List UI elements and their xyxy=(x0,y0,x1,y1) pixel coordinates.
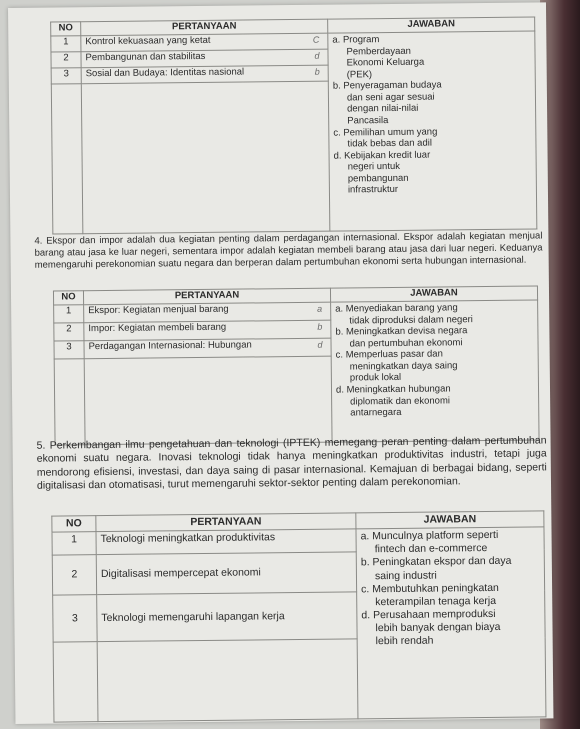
answer-line: Pancasila xyxy=(347,114,389,127)
answer-line: c. Membutuhkan peningkatan xyxy=(361,581,499,595)
row-no: 3 xyxy=(54,341,84,359)
row-no: 2 xyxy=(52,554,96,595)
question-text: Sosial dan Budaya: Identitas nasional xyxy=(85,66,245,80)
answer-line: Pemberdayaan xyxy=(346,45,411,57)
answer-line: b. Penyeragaman budaya xyxy=(332,79,442,92)
handwritten-mark: d xyxy=(314,50,320,61)
answer-line: c. Memperluas pasar dan xyxy=(335,348,443,361)
answer-line: infrastruktur xyxy=(347,184,399,196)
answer-line: diplomatik dan ekonomi xyxy=(350,394,451,407)
answer-line: antarnegara xyxy=(350,407,402,419)
question-text: Kontrol kekuasaan yang ketat xyxy=(85,34,211,48)
answer-line: saing industri xyxy=(374,569,437,582)
table-2 xyxy=(53,285,539,445)
header-jawaban: JAWABAN xyxy=(328,17,535,33)
answer-line: meningkatkan daya saing xyxy=(349,360,458,373)
answer-line: dan seni agar sesuai xyxy=(346,91,435,104)
answer-line: fintech dan e-commerce xyxy=(374,542,488,556)
paragraph-4: 4. Ekspor dan impor adalah dua kegiatan penting dalam perdagangan internasional. Ekspor adalah kegiatan menjual barang atau jasa ke luar negeri, sementara impor adalah kegiatan membeli barang atau jasa dari luar negeri. Keduanya memengaruhi perekonomian suatu negara dan berperan dalam pertumbuhan ekonomi serta hubungan internasional. xyxy=(34,230,543,272)
answer-line: keterampilan tenaga kerja xyxy=(375,594,497,608)
answer-line: lebih rendah xyxy=(375,634,434,648)
answer-line: produk lokal xyxy=(349,372,402,384)
question-text: Ekspor: Kegiatan menjual barang xyxy=(88,303,229,317)
row-no: 1 xyxy=(51,36,81,52)
worksheet-page xyxy=(8,2,553,724)
row-no: 2 xyxy=(54,323,84,341)
answer-line: negeri untuk xyxy=(347,161,401,173)
header-jawaban: JAWABAN xyxy=(330,286,537,302)
header-pertanyaan: PERTANYAAN xyxy=(83,288,330,305)
header-jawaban: JAWABAN xyxy=(356,511,544,529)
header-pertanyaan: PERTANYAAN xyxy=(81,19,328,36)
answer-line: d. Kebijakan kredit luar xyxy=(333,149,431,162)
table-3 xyxy=(51,510,545,722)
answer-list xyxy=(328,31,537,231)
answer-line: c. Pemilihan umum yang xyxy=(333,126,438,139)
row-question: Teknologi meningkatkan produktivitas xyxy=(96,529,356,554)
row-question: Teknologi memengaruhi lapangan kerja xyxy=(97,592,357,642)
answer-line: tidak bebas dan adil xyxy=(347,137,433,150)
answer-list xyxy=(331,300,539,442)
handwritten-mark: C xyxy=(312,34,320,45)
header-pertanyaan: PERTANYAAN xyxy=(96,513,356,532)
answer-line: (PEK) xyxy=(346,68,373,81)
question-text: Impor: Kegiatan membeli barang xyxy=(88,321,227,335)
row-no: 2 xyxy=(51,52,81,68)
answer-line: a. Munculnya platform seperti xyxy=(360,529,499,543)
answer-list xyxy=(356,527,546,719)
handwritten-mark: a xyxy=(317,303,323,314)
table-1 xyxy=(50,16,536,234)
answer-line: a. Program xyxy=(332,34,380,46)
answer-line: a. Menyediakan barang yang xyxy=(335,302,458,315)
answer-line: tidak diproduksi dalam negeri xyxy=(349,313,473,326)
row-no: 1 xyxy=(54,305,84,323)
paragraph-5: 5. Perkembangan ilmu pengetahuan dan teknologi (IPTEK) memegang peran penting dalam pertumbuhan ekonomi suatu negara. Inovasi teknologi tidak hanya meningkatkan produktivitas industri, tetapi juga mendorong efisiensi, investasi, dan daya saing di pasar internasional. Kemajuan di berbagai bidang, seperti digitalisasi dan otomatisasi, turut memengaruhi sektor-sektor penting dalam perekonomian. xyxy=(36,434,547,493)
question-text: Pembangunan dan stabilitas xyxy=(85,50,206,64)
handwritten-mark: d xyxy=(317,339,323,350)
answer-line: b. Peningkatan ekspor dan daya xyxy=(360,555,512,569)
row-question: Digitalisasi mempercepat ekonomi xyxy=(96,551,356,595)
header-no: NO xyxy=(51,22,81,36)
handwritten-mark: b xyxy=(317,321,323,332)
question-text: Perdagangan Internasional: Hubungan xyxy=(88,339,252,353)
header-no: NO xyxy=(52,516,96,533)
answer-line: pembangunan xyxy=(347,172,409,185)
answer-line: dengan nilai-nilai xyxy=(347,103,419,115)
row-no: 1 xyxy=(52,532,96,555)
table-row xyxy=(52,527,544,555)
header-no: NO xyxy=(53,291,83,305)
answer-line: d. Perusahaan memproduksi xyxy=(361,607,496,622)
answer-line: dan pertumbuhan ekonomi xyxy=(349,336,463,350)
answer-line: b. Meningkatkan devisa negara xyxy=(335,325,468,338)
answer-line: d. Meningkatkan hubungan xyxy=(335,383,451,396)
answer-line: Ekonomi Keluarga xyxy=(346,56,425,69)
answer-line: lebih banyak dengan biaya xyxy=(375,620,501,635)
row-no: 3 xyxy=(51,68,81,84)
row-no: 3 xyxy=(53,595,97,642)
handwritten-mark: b xyxy=(314,66,320,77)
